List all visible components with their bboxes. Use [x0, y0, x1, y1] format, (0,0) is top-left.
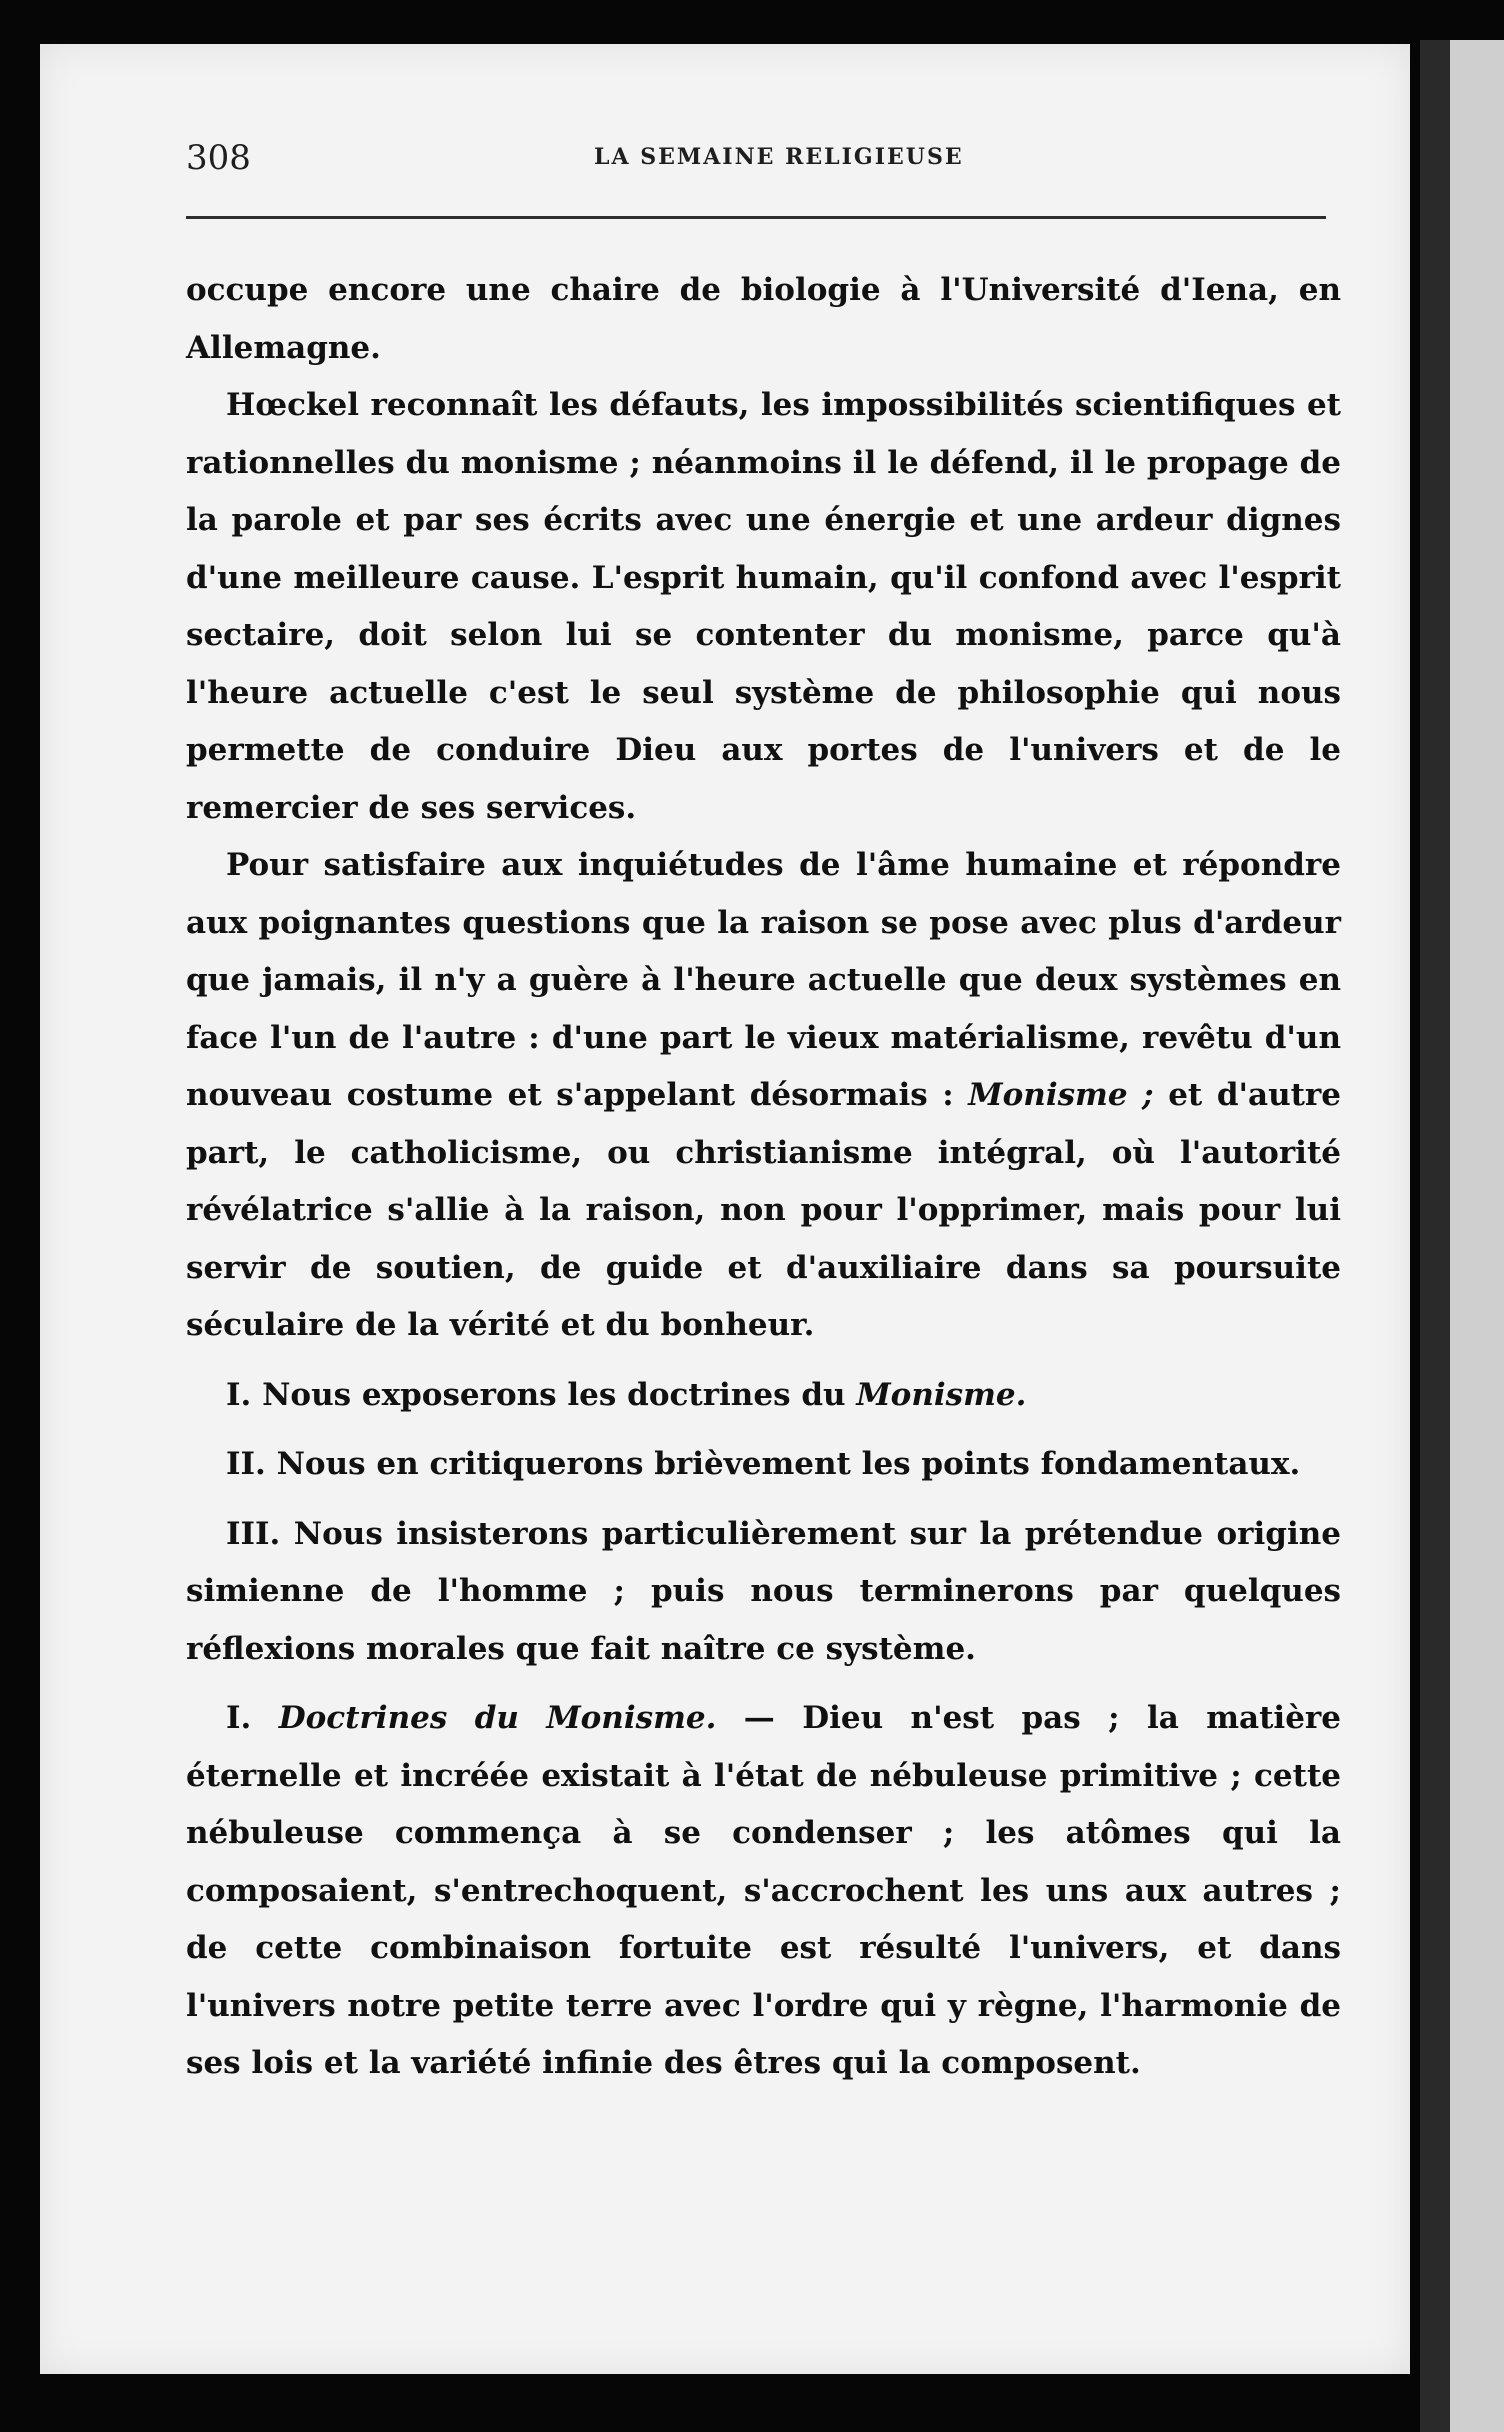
section-text: — Dieu n'est pas ; la matière éternelle et incréée existait à l'état de nébuleuse primitive ; cette nébuleuse commença à se condenser ; les atômes qui la composaient, s'entrechoquent, s'accrochent les uns aux autres ; de cette combinaison fortuite est résulté l'univers, et dans l'univers notre petite terre avec l'ordre qui y règne, l'harmonie de ses lois et la variété infinie des êtres qui la composent. [186, 1700, 1341, 2081]
section-number: I. [226, 1700, 279, 1736]
header-rule [186, 216, 1326, 219]
running-title: LA SEMAINE RELIGIEUSE [594, 144, 964, 170]
page-body [186, 262, 1341, 2093]
outline-item-3: III. Nous insisterons particulièrement sur la prétendue origine simienne de l'homme ; puis nous terminerons par quelques réflexions morales que fait naître ce système. [186, 1515, 1341, 1667]
paragraph-3-part-2: et d'autre part, le catholicisme, ou christianisme intégral, où l'autorité révélatrice s'allie à la raison, non pour l'opprimer, mais pour lui servir de soutien, de guide et d'auxiliaire dans sa poursuite séculaire de la vérité et du bonheur. [186, 1077, 1341, 1343]
paragraph-3-italic: Monisme ; [968, 1077, 1154, 1113]
outline-item-2: II. Nous en critiquerons brièvement les points fondamentaux. [226, 1446, 1301, 1482]
paragraph-2: Hœckel reconnaît les défauts, les impossibilités scientifiques et rationnelles du monisme ; néanmoins il le défend, il le propage de la parole et par ses écrits avec une énergie et une ardeur dignes d'une meilleure cause. L'esprit humain, qu'il confond avec l'esprit sectaire, doit selon lui se contenter du monisme, parce qu'à l'heure actuelle c'est le seul système de philosophie qui nous permette de conduire Dieu aux portes de l'univers et de le remercier de ses services. [186, 387, 1341, 826]
section-paragraph [186, 1690, 1341, 2093]
paragraph-3 [186, 837, 1341, 1355]
outline-item-1 [186, 1367, 1341, 1425]
page-header [186, 92, 1326, 178]
adjacent-page-edge [1450, 40, 1504, 2432]
outline-item-1-italic: Monisme. [856, 1376, 1027, 1413]
paragraph-1: occupe encore une chaire de biologie à l'Université d'Iena, en Allemagne. [186, 272, 1341, 366]
outline-item-1-text: I. Nous exposerons les doctrines du [226, 1376, 857, 1413]
page-number: 308 [186, 138, 251, 178]
paragraph-3-part-1: Pour satisfaire aux inquiétudes de l'âme humaine et répondre aux poignantes questions que la raison se pose avec plus d'ardeur que jamais, il n'y a guère à l'heure actuelle que deux systèmes en face l'un de l'autre : d'une part le vieux matérialisme, revêtu d'un nouveau costume et s'appelant désormais : [186, 847, 1341, 1113]
section-title: Doctrines du Monisme. [278, 1700, 717, 1736]
